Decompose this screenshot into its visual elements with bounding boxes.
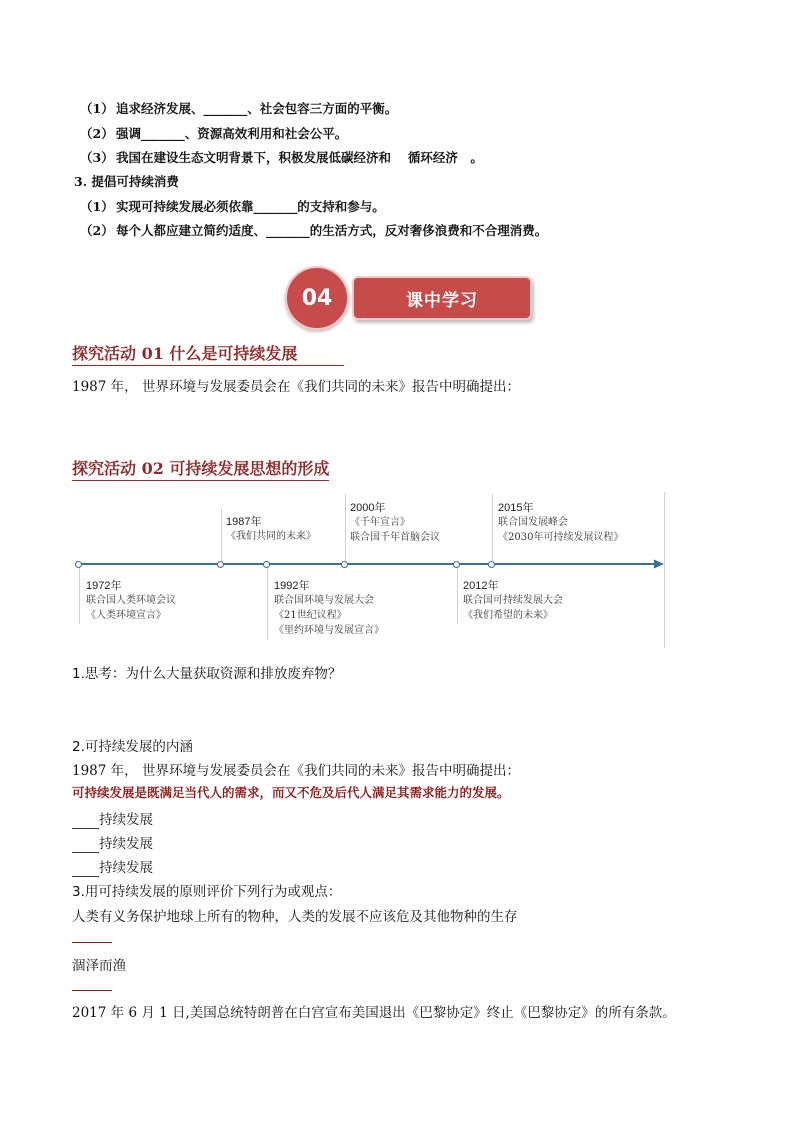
event-line: 联合国千年首脑会议 bbox=[350, 532, 440, 543]
definition-text: 可持续发展是既满足当代人的需求，而又不危及后代人满足其需求能力的发展。 bbox=[72, 785, 510, 800]
event-line: 联合国人类环境会议 bbox=[86, 595, 176, 606]
section-heading: 3. 提倡可持续消费 bbox=[74, 174, 179, 189]
list-item bbox=[80, 148, 483, 166]
statement-3: 2017 年 6 月 1 日,美国总统特朗普在白宫宣布美国退出《巴黎协定》终止《巴黎协定》的所有条款。 bbox=[72, 1005, 676, 1021]
event-line: 《千年宣言》 bbox=[350, 517, 410, 528]
item-number: （1） bbox=[80, 101, 114, 116]
event-year: 2000年 bbox=[350, 502, 386, 514]
event-line: 联合国可持续发展大会 bbox=[463, 595, 563, 606]
timeline-event-2012 bbox=[463, 577, 563, 623]
list-item bbox=[80, 99, 397, 117]
item-text: 强调_______、资源高效利用和社会公平。 bbox=[116, 126, 348, 141]
section-number-badge: 04 bbox=[285, 266, 349, 330]
event-line: 《人类环境宣言》 bbox=[86, 610, 166, 621]
answer-blank[interactable] bbox=[72, 836, 99, 853]
event-line: 《里约环境与发展宣言》 bbox=[274, 625, 384, 636]
item-number: （2） bbox=[80, 223, 114, 238]
question-2-title: 2.可持续发展的内涵 bbox=[72, 739, 193, 755]
event-line: 联合国环境与发展大会 bbox=[274, 595, 374, 606]
answer-blank[interactable] bbox=[72, 990, 112, 991]
timeline-marker bbox=[75, 561, 82, 568]
item-text: 追求经济发展、_______、社会包容三方面的平衡。 bbox=[116, 101, 398, 116]
timeline-event-1972 bbox=[86, 577, 176, 623]
item-text: 每个人都应建立简约适度、_______的生活方式，反对奢侈浪费和不合理消费。 bbox=[116, 223, 548, 238]
fill-blank-line: 持续发展 bbox=[72, 832, 153, 853]
event-line: 《21世纪议程》 bbox=[274, 610, 347, 621]
fill-blank-line: 持续发展 bbox=[72, 808, 153, 829]
question-3-title: 3.用可持续发展的原则评价下列行为或观点： bbox=[72, 884, 342, 900]
event-year: 1972年 bbox=[86, 580, 122, 592]
event-line: 《我们共同的未来》 bbox=[226, 531, 316, 542]
item-text: 实现可持续发展必须依靠_______的支持和参与。 bbox=[116, 199, 385, 214]
timeline-marker bbox=[488, 561, 495, 568]
timeline-axis bbox=[72, 556, 667, 572]
timeline-marker bbox=[263, 561, 270, 568]
timeline-marker bbox=[217, 561, 224, 568]
event-year: 2012年 bbox=[463, 580, 499, 592]
timeline-marker bbox=[341, 561, 348, 568]
timeline-event-2000 bbox=[350, 499, 440, 545]
item-number: （2） bbox=[80, 126, 114, 141]
answer-blank[interactable] bbox=[72, 860, 99, 877]
fill-blank-line: 持续发展 bbox=[72, 856, 153, 877]
item-number: （3） bbox=[80, 150, 114, 165]
timeline-event-2015 bbox=[498, 499, 623, 545]
question-2-text: 1987 年， 世界环境与发展委员会在《我们共同的未来》报告中明确提出： bbox=[72, 763, 520, 779]
event-line: 《我们希望的未来》 bbox=[463, 610, 553, 621]
list-item bbox=[80, 124, 347, 142]
statement-1: 人类有义务保护地球上所有的物种，人类的发展不应该危及其他物种的生存 bbox=[72, 909, 518, 925]
activity-title: 探究活动 02 可持续发展思想的形成 bbox=[72, 456, 329, 481]
timeline-event-1987 bbox=[226, 513, 316, 544]
timeline-marker bbox=[453, 561, 460, 568]
section-banner: 课中学习 bbox=[352, 276, 532, 320]
event-line: 联合国发展峰会 bbox=[498, 517, 568, 528]
event-year: 1992年 bbox=[274, 580, 310, 592]
list-item bbox=[80, 221, 547, 239]
item-number: （1） bbox=[80, 199, 114, 214]
event-year: 1987年 bbox=[226, 516, 262, 528]
statement-2: 涸泽而渔 bbox=[72, 958, 126, 974]
event-line: 《2030年可持续发展议程》 bbox=[498, 532, 624, 543]
activity-title: 探究活动 01 什么是可持续发展 bbox=[72, 341, 344, 366]
timeline-event-1992 bbox=[274, 577, 384, 638]
event-year: 2015年 bbox=[498, 502, 534, 514]
list-item bbox=[80, 197, 385, 215]
answer-blank[interactable] bbox=[72, 942, 112, 943]
answer-blank[interactable] bbox=[72, 812, 99, 829]
question-1: 1.思考：为什么大量获取资源和排放废弃物？ bbox=[72, 666, 342, 682]
item-text: 我国在建设生态文明背景下，积极发展低碳经济和 循环经济 。 bbox=[116, 150, 483, 165]
activity-text: 1987 年， 世界环境与发展委员会在《我们共同的未来》报告中明确提出： bbox=[72, 379, 520, 395]
